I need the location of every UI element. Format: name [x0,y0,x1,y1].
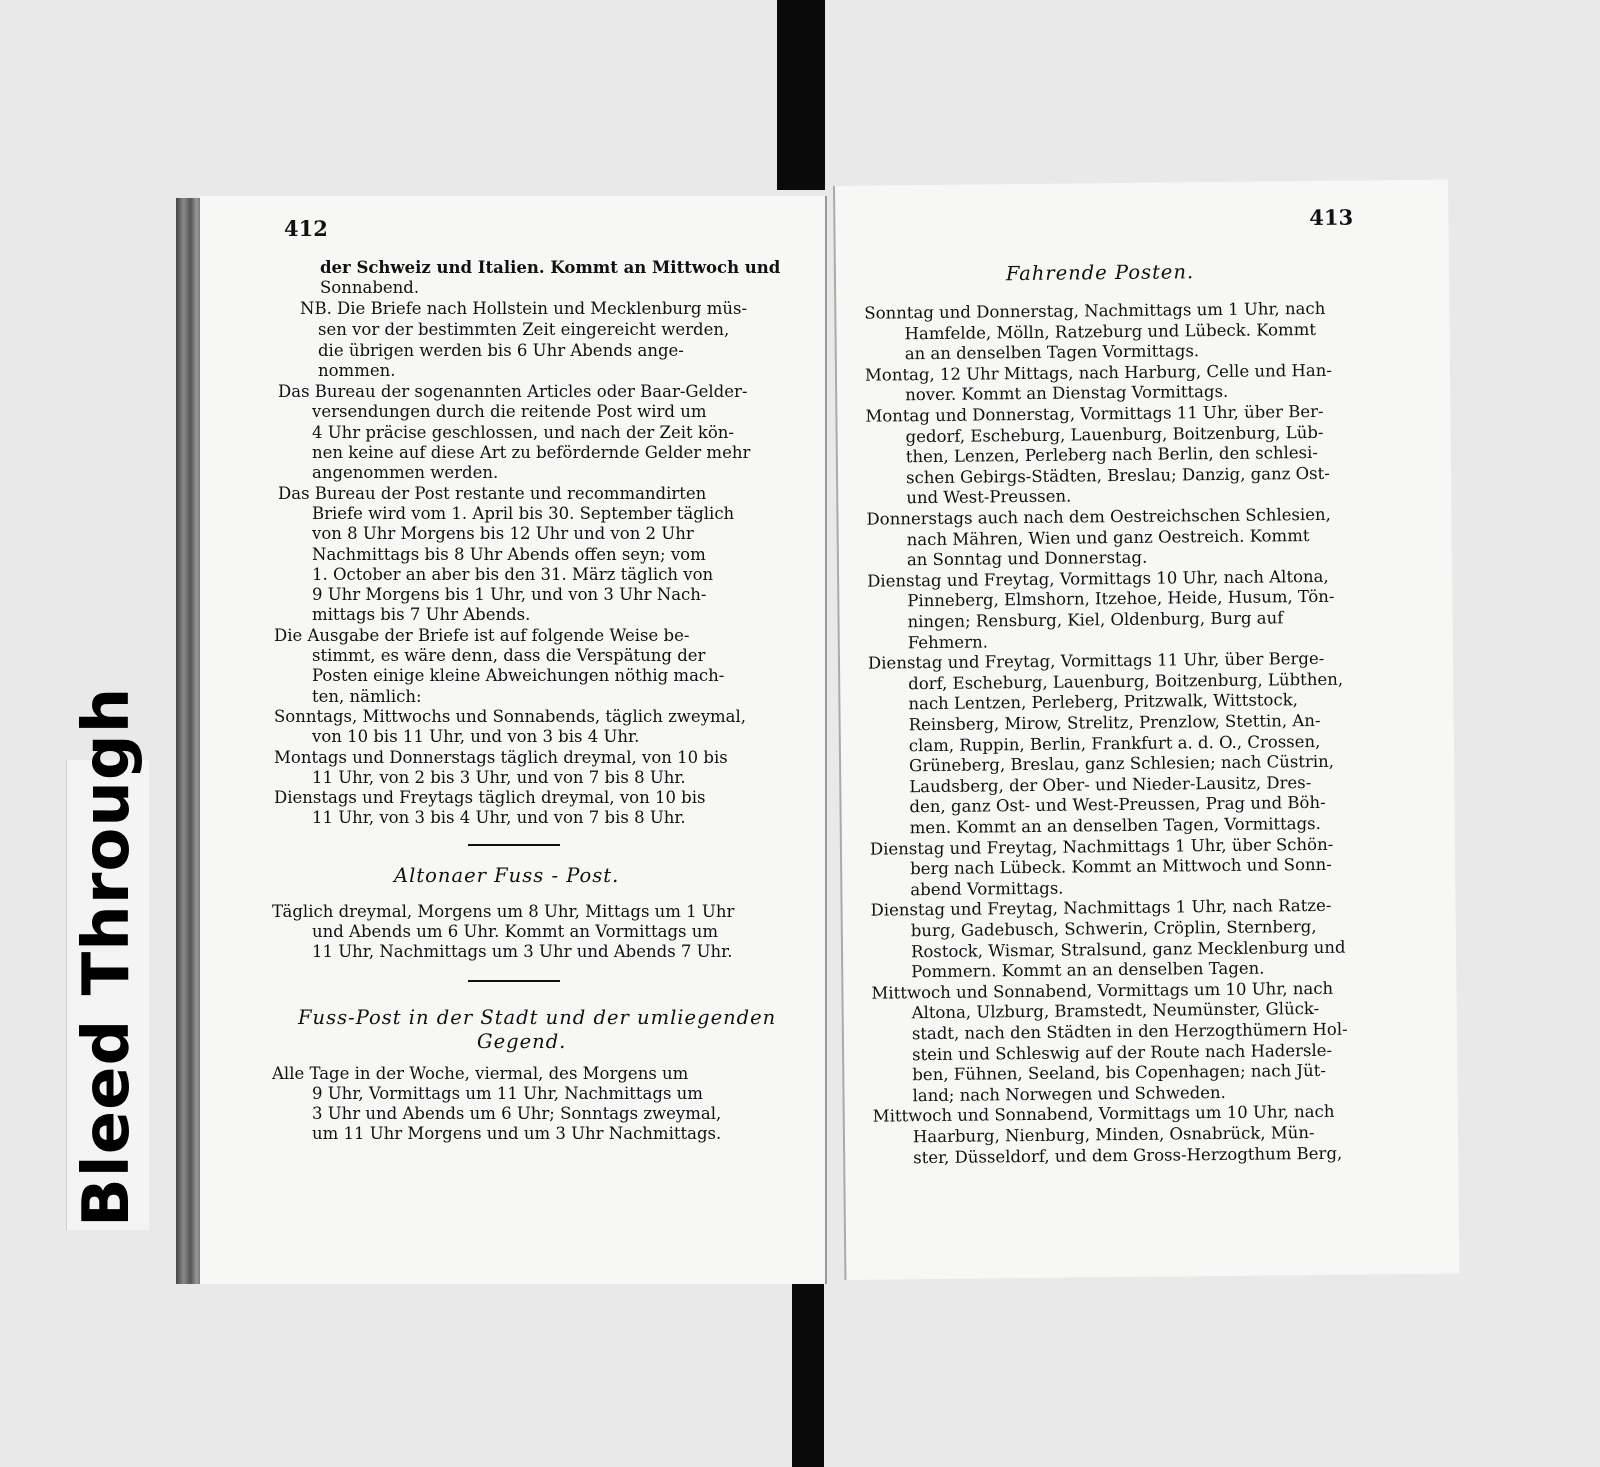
text-line: und West-Preussen. [906,486,1072,508]
section-heading: Altonaer Fuss - Post. [394,864,620,887]
text-line: Posten einige kleine Abweichungen nöthig mach- [312,666,725,685]
text-line: mittags bis 7 Uhr Abends. [312,605,531,624]
text-line: angenommen werden. [312,463,499,482]
text-line: Alle Tage in der Woche, viermal, des Morgens um [272,1064,689,1083]
text-line: nach Lentzen, Perleberg, Pritzwalk, Wittstock, [908,690,1299,714]
text-line: Täglich dreymal, Morgens um 8 Uhr, Mittags um 1 Uhr [272,902,735,921]
text-line: Grüneberg, Breslau, ganz Schlesien; nach Cüstrin, [908,751,1335,776]
text-line: versendungen durch die reitende Post wird um [312,402,707,421]
text-line: Pommern. Kommt an an denselben Tagen. [911,958,1265,982]
text-line: Fehmern. [907,631,988,652]
text-line: Pinneberg, Elmshorn, Itzehoe, Heide, Husum, Tön- [907,587,1335,611]
label-card [66,686,149,1230]
text-line: die übrigen werden bis 6 Uhr Abends ange- [318,341,684,360]
text-line: von 8 Uhr Morgens bis 12 Uhr und von 2 Uhr [312,524,694,543]
text-line: nommen. [318,361,396,380]
text-line: ten, nämlich: [312,687,422,706]
text-line: Rostock, Wismar, Stralsund, ganz Mecklenburg und [910,937,1346,961]
text-line: then, Lenzen, Perleberg nach Berlin, den schlesi- [905,443,1318,467]
text-line: um 11 Uhr Morgens und um 3 Uhr Nachmittags. [312,1124,722,1143]
text-line: von 10 bis 11 Uhr, und von 3 bis 4 Uhr. [312,727,640,746]
text-line: Laudsberg, der Ober- und Nieder-Lausitz, Dres- [909,772,1312,797]
text-line: der Schweiz und Italien. Kommt an Mittwoch und [320,258,781,277]
text-line: gedorf, Escheburg, Lauenburg, Boitzenburg, Lüb- [905,422,1324,446]
section-heading: Fahrende Posten. [1005,260,1195,286]
text-line: Mittwoch und Sonnabend, Vormittags um 10 Uhr, nach [871,978,1334,1003]
text-line: stein und Schleswig auf der Route nach Hadersle- [911,1040,1333,1064]
text-line: nen keine auf diese Art zu befördernde Gelder mehr [312,443,751,462]
text-line: stadt, nach den Städten in den Herzogthümern Hol- [911,1019,1348,1044]
text-line: 9 Uhr, Vormittags um 11 Uhr, Nachmittags um [312,1084,703,1103]
page-number: 413 [1309,204,1354,231]
text-line: Altona, Ulzburg, Bramstedt, Neumünster, Glück- [911,999,1320,1023]
text-line: Sonntags, Mittwochs und Sonnabends, täglich zweymal, [274,707,747,726]
text-line: 11 Uhr, Nachmittags um 3 Uhr und Abends 7 Uhr. [312,942,733,961]
text-line: ningen; Rensburg, Kiel, Oldenburg, Burg auf [907,608,1284,632]
text-line: Nachmittags bis 8 Uhr Abends offen seyn; vom [312,545,706,564]
text-line: dorf, Escheburg, Lauenburg, Boitzenburg, Lübthen, [908,669,1344,694]
section-heading: Fuss-Post in der Stadt und der umliegenden [298,1006,777,1029]
text-line: Hamfelde, Mölln, Ratzeburg und Lübeck. Kommt [904,319,1317,343]
film-strip-top [777,0,825,190]
text-line: men. Kommt an an denselben Tagen, Vormittags. [909,813,1321,838]
text-line: Briefe wird vom 1. April bis 30. September täglich [312,504,735,523]
film-strip-bottom [792,1268,824,1467]
text-line: Reinsberg, Mirow, Strelitz, Prenzlow, Stettin, An- [908,710,1321,735]
text-line: Haarburg, Nienburg, Minden, Osnabrück, Mün- [912,1123,1315,1147]
text-line: Sonntag und Donnerstag, Nachmittags um 1 Uhr, nach [864,298,1326,323]
text-line: nover. Kommt an Dienstag Vormittags. [905,382,1229,405]
text-line: Das Bureau der sogenannten Articles oder Baar-Gelder- [278,382,748,401]
text-line: Dienstag und Freytag, Vormittags 10 Uhr, nach Altona, [867,566,1329,591]
text-line: 9 Uhr Morgens bis 1 Uhr, und von 3 Uhr Nach- [312,585,707,604]
text-line: burg, Gadebusch, Schwerin, Cröplin, Sternberg, [910,916,1317,941]
text-line: abend Vormittags. [910,878,1064,900]
text-line: an an denselben Tagen Vormittags. [904,341,1200,364]
text-line: Montag und Donnerstag, Vormittags 11 Uhr, über Ber- [865,401,1324,426]
text-line: Mittwoch und Sonnabend, Vormittags um 10 Uhr, nach [872,1102,1335,1127]
text-line: Dienstag und Freytag, Nachmittags 1 Uhr, nach Ratze- [870,896,1332,921]
text-line: Dienstag und Freytag, Vormittags 11 Uhr, über Berge- [867,649,1325,673]
text-line: nach Mähren, Wien und ganz Oestreich. Kommt [906,525,1310,549]
text-line: clam, Ruppin, Berlin, Frankfurt a. d. O., Crossen, [908,731,1321,755]
text-line: und Abends um 6 Uhr. Kommt an Vormittags um [312,922,719,941]
text-line: ster, Düsseldorf, und dem Gross-Herzogthum Berg, [913,1143,1343,1167]
text-line: 3 Uhr und Abends um 6 Uhr; Sonntags zweymal, [312,1104,722,1123]
text-line: Dienstag und Freytag, Nachmittags 1 Uhr, über Schön- [869,834,1334,859]
text-line: sen vor der bestimmten Zeit eingereicht werden, [318,320,730,339]
right-page [833,180,1459,1280]
text-line: 11 Uhr, von 2 bis 3 Uhr, und von 7 bis 8 Uhr. [312,768,686,787]
text-line: land; nach Norwegen und Schweden. [912,1082,1226,1106]
text-line: Das Bureau der Post restante und recommandirten [278,484,707,503]
text-line: Sonnabend. [320,278,420,297]
left-page [200,196,827,1284]
text-line: schen Gebirgs-Städten, Breslau; Danzig, ganz Ost- [905,463,1330,488]
text-line: Donnerstags auch nach dem Oestreichschen Schlesien, [866,504,1331,529]
section-divider [468,980,560,982]
text-line: stimmt, es wäre denn, dass die Verspätung der [312,646,706,665]
section-divider [468,844,560,846]
text-line: Montag, 12 Uhr Mittags, nach Harburg, Celle und Han- [864,360,1332,385]
text-line: berg nach Lübeck. Kommt an Mittwoch und Sonn- [910,855,1332,879]
text-line: den, ganz Ost- und West-Preussen, Prag und Böh- [909,793,1326,817]
text-line: Dienstags und Freytags täglich dreymal, von 10 bis [274,788,706,807]
text-line: Die Ausgabe der Briefe ist auf folgende Weise be- [274,626,690,645]
text-line: 4 Uhr präcise geschlossen, und nach der Zeit kön- [312,423,734,442]
text-line: NB. Die Briefe nach Hollstein und Mecklenburg müs- [300,299,748,318]
book-edge [176,198,202,1284]
bleed-through-label: Bleed Through [70,686,144,1227]
section-heading: Gegend. [477,1030,567,1053]
text-line: ben, Fühnen, Seeland, bis Copenhagen; nach Jüt- [912,1061,1326,1085]
text-line: 11 Uhr, von 3 bis 4 Uhr, und von 7 bis 8 Uhr. [312,808,686,827]
text-line: 1. October an aber bis den 31. März täglich von [312,565,714,584]
text-line: Montags und Donnerstags täglich dreymal, von 10 bis [274,748,728,767]
page-number: 412 [284,216,328,241]
text-line: an Sonntag und Donnerstag. [906,547,1148,570]
